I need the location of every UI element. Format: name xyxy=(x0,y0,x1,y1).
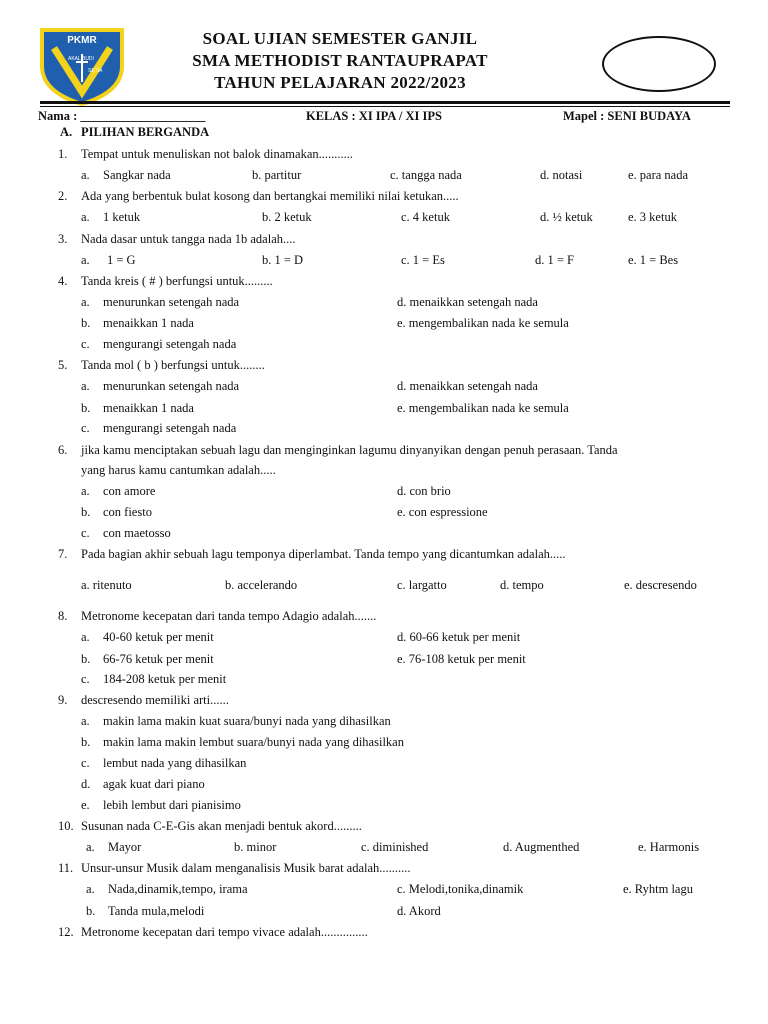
header-rule xyxy=(40,101,730,104)
option[interactable]: lembut nada yang dihasilkan xyxy=(103,756,247,770)
option[interactable]: con fiesto xyxy=(103,505,152,519)
question-number: 11. xyxy=(58,861,74,875)
option-letter: a. xyxy=(81,714,90,728)
option[interactable]: b. minor xyxy=(234,840,277,854)
option[interactable]: 66-76 ketuk per menit xyxy=(103,652,214,666)
option-letter: b. xyxy=(81,652,91,666)
option-letter: b. xyxy=(86,904,96,918)
option[interactable]: b. 2 ketuk xyxy=(262,210,312,224)
question-text: descresendo memiliki arti...... xyxy=(81,693,229,707)
option[interactable]: lebih lembut dari pianisimo xyxy=(103,798,241,812)
option[interactable]: c. Melodi,tonika,dinamik xyxy=(397,882,524,896)
logo-text: PKMR xyxy=(67,35,97,46)
question-number: 7. xyxy=(58,547,68,561)
option[interactable]: makin lama makin kuat suara/bunyi nada yang dihasilkan xyxy=(103,714,391,728)
option[interactable]: mengurangi setengah nada xyxy=(103,337,237,351)
question-text: Nada dasar untuk tangga nada 1b adalah.... xyxy=(81,232,296,246)
option[interactable]: e. con espressione xyxy=(397,505,488,519)
option[interactable]: c. 4 ketuk xyxy=(401,210,450,224)
option[interactable]: e. mengembalikan nada ke semula xyxy=(397,401,569,415)
option-letter: a. xyxy=(86,882,95,896)
option[interactable]: c. 1 = Es xyxy=(401,253,445,267)
question-text: Ada yang berbentuk bulat kosong dan bertangkai memiliki nilai ketukan..... xyxy=(81,189,459,203)
option[interactable]: menurunkan setengah nada xyxy=(103,295,240,309)
option[interactable]: 1 = G xyxy=(107,253,136,267)
question-text: Unsur-unsur Musik dalam menganalisis Musik barat adalah.......... xyxy=(81,861,411,875)
question-number: 2. xyxy=(58,189,68,203)
option-letter: c. xyxy=(81,756,90,770)
title-line-2: SMA METHODIST RANTAUPRAPAT xyxy=(192,51,488,70)
option[interactable]: b. accelerando xyxy=(225,578,298,592)
nama-field[interactable]: Nama : ____________________ xyxy=(38,109,206,123)
question-number: 12. xyxy=(58,925,74,939)
question-number: 10. xyxy=(58,819,74,833)
option[interactable]: mengurangi setengah nada xyxy=(103,421,237,435)
option[interactable]: d. Augmenthed xyxy=(503,840,580,854)
question-text: Metronome kecepatan dari tempo vivace adalah............... xyxy=(81,925,368,939)
option-letter: c. xyxy=(81,337,90,351)
option-letter: b. xyxy=(81,735,91,749)
option[interactable]: e. mengembalikan nada ke semula xyxy=(397,316,569,330)
option-letter: a. xyxy=(81,253,90,267)
question-number: 6. xyxy=(58,443,68,457)
question-number: 3. xyxy=(58,232,68,246)
option[interactable]: Sangkar nada xyxy=(103,168,171,182)
question-text: Tempat untuk menuliskan not balok dinamakan........... xyxy=(81,147,353,161)
option-letter: a. xyxy=(81,484,90,498)
option[interactable]: e. descresendo xyxy=(624,578,697,592)
option[interactable]: c. diminished xyxy=(361,840,429,854)
option[interactable]: e. para nada xyxy=(628,168,689,182)
option[interactable]: b. partitur xyxy=(252,168,302,182)
question-text: Pada bagian akhir sebuah lagu temponya diperlambat. Tanda tempo yang dicantumkan adalah..... xyxy=(81,547,566,561)
option[interactable]: d. menaikkan setengah nada xyxy=(397,295,538,309)
kelas-label: KELAS : XI IPA / XI IPS xyxy=(306,109,442,123)
question-number: 5. xyxy=(58,358,68,372)
option[interactable]: d. 1 = F xyxy=(535,253,575,267)
question-text: Metronome kecepatan dari tanda tempo Adagio adalah....... xyxy=(81,609,377,623)
header-rule-thin xyxy=(40,106,730,107)
option[interactable]: e. Harmonis xyxy=(638,840,700,854)
option-letter: c. xyxy=(81,672,90,686)
option-letter: d. xyxy=(81,777,91,791)
option[interactable]: d. 60-66 ketuk per menit xyxy=(397,630,521,644)
option[interactable]: menurunkan setengah nada xyxy=(103,379,240,393)
option[interactable]: Nada,dinamik,tempo, irama xyxy=(108,882,248,896)
option[interactable]: c. largatto xyxy=(397,578,447,592)
logo-motto2: SETIA xyxy=(88,68,103,74)
option[interactable]: menaikkan 1 nada xyxy=(103,401,194,415)
option[interactable]: d. notasi xyxy=(540,168,583,182)
question-number: 9. xyxy=(58,693,68,707)
option[interactable]: menaikkan 1 nada xyxy=(103,316,194,330)
option[interactable]: d. tempo xyxy=(500,578,544,592)
section-title: PILIHAN BERGANDA xyxy=(81,125,210,139)
title-line-1: SOAL UJIAN SEMESTER GANJIL xyxy=(202,29,478,48)
option-letter: c. xyxy=(81,421,90,435)
option[interactable]: d. con brio xyxy=(397,484,451,498)
school-logo xyxy=(38,26,126,106)
option[interactable]: con amore xyxy=(103,484,156,498)
option-letter: a. xyxy=(81,210,90,224)
score-oval xyxy=(602,36,716,92)
question-text-continued: yang harus kamu cantumkan adalah..... xyxy=(81,463,276,477)
question-number: 8. xyxy=(58,609,68,623)
question-text: Susunan nada C-E-Gis akan menjadi bentuk akord......... xyxy=(81,819,362,833)
mapel-label: Mapel : SENI BUDAYA xyxy=(563,109,691,123)
option-letter: a. xyxy=(81,630,90,644)
option-letter: a. xyxy=(81,379,90,393)
option[interactable]: d. ½ ketuk xyxy=(540,210,593,224)
option[interactable]: 184-208 ketuk per menit xyxy=(103,672,227,686)
question-number: 4. xyxy=(58,274,68,288)
option-letter: c. xyxy=(81,526,90,540)
option[interactable]: 1 ketuk xyxy=(103,210,141,224)
question-number: 1. xyxy=(58,147,68,161)
option-letter: b. xyxy=(81,505,91,519)
option-letter: a. xyxy=(86,840,95,854)
option-letter: a. xyxy=(81,295,90,309)
option[interactable]: Mayor xyxy=(108,840,142,854)
section-letter: A. xyxy=(60,125,73,139)
option[interactable]: c. tangga nada xyxy=(390,168,462,182)
option-letter: e. xyxy=(81,798,90,812)
option[interactable]: e. 76-108 ketuk per menit xyxy=(397,652,526,666)
option[interactable]: e. Ryhtm lagu xyxy=(623,882,693,896)
option-letter: a. xyxy=(81,168,90,182)
option[interactable]: a. ritenuto xyxy=(81,578,132,592)
option[interactable]: 40-60 ketuk per menit xyxy=(103,630,214,644)
option[interactable]: makin lama makin lembut suara/bunyi nada yang dihasilkan xyxy=(103,735,404,749)
option[interactable]: agak kuat dari piano xyxy=(103,777,205,791)
option[interactable]: e. 1 = Bes xyxy=(628,253,679,267)
option-letter: b. xyxy=(81,316,91,330)
question-text: Tanda kreis ( # ) berfungsi untuk......... xyxy=(81,274,273,288)
option[interactable]: e. 3 ketuk xyxy=(628,210,677,224)
title-line-3: TAHUN PELAJARAN 2022/2023 xyxy=(214,73,466,92)
option[interactable]: b. 1 = D xyxy=(262,253,304,267)
question-text: jika kamu menciptakan sebuah lagu dan menginginkan lagumu dinyanyikan dengan penuh perasaan. Tanda xyxy=(81,443,618,457)
option[interactable]: con maetosso xyxy=(103,526,171,540)
question-text: Tanda mol ( b ) berfungsi untuk........ xyxy=(81,358,265,372)
option[interactable]: d. Akord xyxy=(397,904,441,918)
option[interactable]: d. menaikkan setengah nada xyxy=(397,379,538,393)
option-letter: b. xyxy=(81,401,91,415)
option[interactable]: Tanda mula,melodi xyxy=(108,904,205,918)
logo-motto: AKAL BUDI xyxy=(68,56,94,62)
